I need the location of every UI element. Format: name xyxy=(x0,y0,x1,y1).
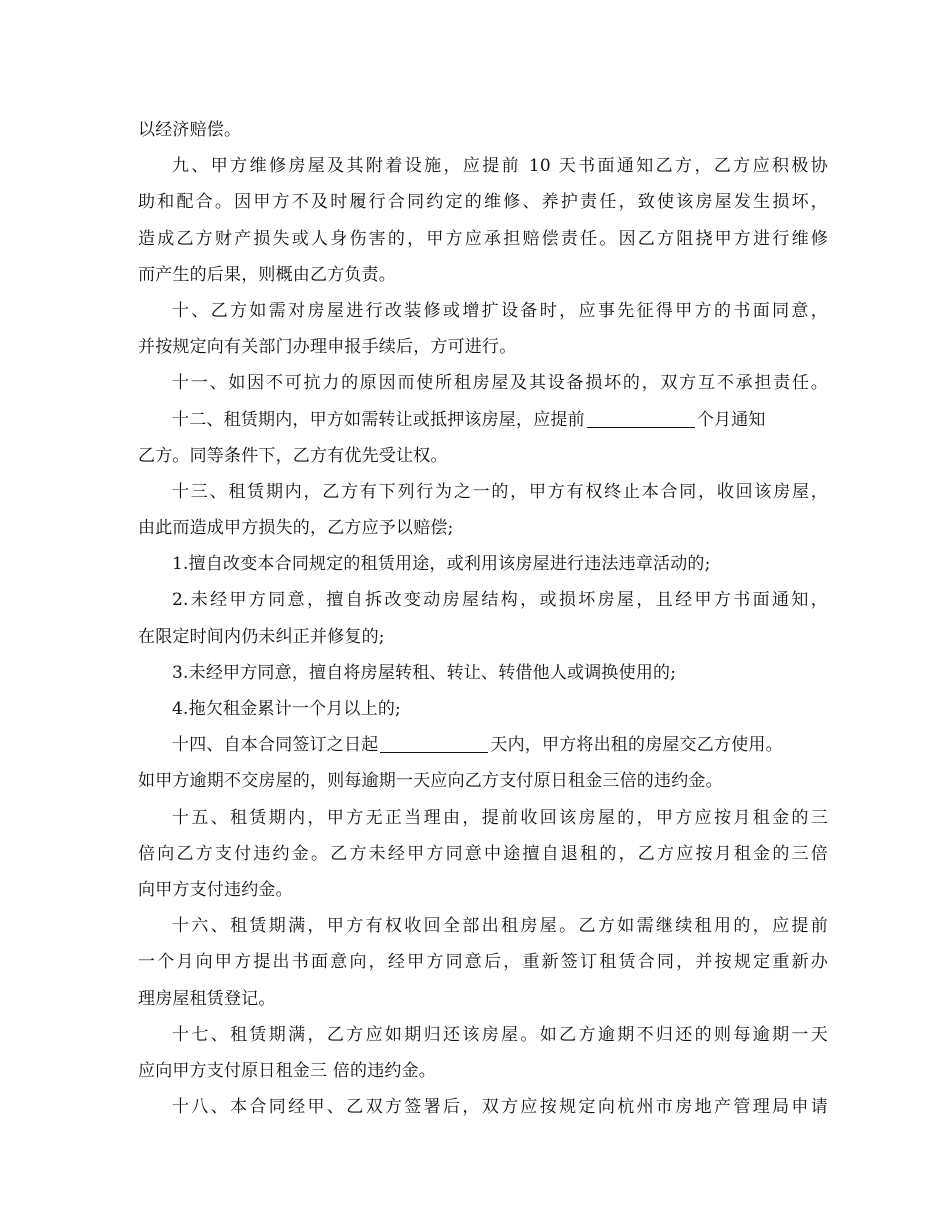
clause-11-line: 十一、如因不可抗力的原因而使所租房屋及其设备损坏的，双方互不承担责任。 xyxy=(172,373,828,394)
text-line: 由此而造成甲方损失的，乙方应予以赔偿; xyxy=(138,518,454,539)
text-line: 倍向乙方支付违约金。乙方未经甲方同意中途擅自退租的，乙方应按月租金的三倍 xyxy=(138,843,828,864)
clause-18-line: 十八、本合同经甲、乙双方签署后，双方应按规定向杭州市房地产管理局申请 xyxy=(172,1097,828,1118)
fill-in-blank[interactable] xyxy=(587,407,695,428)
text-segment: 个月通知 xyxy=(696,409,766,430)
fill-in-blank[interactable] xyxy=(380,732,488,753)
text-line: 并按规定向有关部门办理申报手续后，方可进行。 xyxy=(138,337,517,358)
text-segment: 十四、自本合同签订之日起 xyxy=(172,735,379,756)
text-line: 在限定时间内仍未纠正并修复的; xyxy=(138,626,385,647)
document-body xyxy=(138,112,828,1125)
clause-15-line: 十五、租赁期内，甲方无正当理由，提前收回该房屋的，甲方应按月租金的三 xyxy=(172,807,828,828)
text-segment: 天内，甲方将出租的房屋交乙方使用。 xyxy=(490,735,783,756)
text-line: 而产生的后果，则概由乙方负责。 xyxy=(138,264,396,285)
clause-14-line xyxy=(138,727,828,763)
text-line: 应向甲方支付原日租金三 倍的违约金。 xyxy=(138,1060,437,1081)
list-item: 3.未经甲方同意，擅自将房屋转租、转让、转借他人或调换使用的; xyxy=(172,662,677,683)
list-item: 1.擅自改变本合同规定的租赁用途，或利用该房屋进行违法违章活动的; xyxy=(172,554,711,575)
text-line: 助和配合。因甲方不及时履行合同约定的维修、养护责任，致使该房屋发生损坏， xyxy=(138,192,828,213)
list-item: 4.拖欠租金累计一个月以上的; xyxy=(172,699,401,719)
clause-17-line: 十七、租赁期满，乙方应如期归还该房屋。如乙方逾期不归还的则每逾期一天 xyxy=(172,1024,828,1045)
text-line: 乙方。同等条件下，乙方有优先受让权。 xyxy=(138,445,448,466)
text-line: 以经济赔偿。 xyxy=(138,120,242,140)
text-line: 如甲方逾期不交房屋的，则每逾期一天应向乙方支付原日租金三倍的违约金。 xyxy=(138,771,723,792)
clause-9-line: 九、甲方维修房屋及其附着设施，应提前 10 天书面通知乙方，乙方应积极协 xyxy=(172,156,828,177)
text-line: 理房屋租赁登记。 xyxy=(138,988,276,1009)
clause-10-line: 十、乙方如需对房屋进行改装修或增扩设备时，应事先征得甲方的书面同意， xyxy=(172,300,828,321)
clause-13-line: 十三、租赁期内，乙方有下列行为之一的，甲方有权终止本合同，收回该房屋， xyxy=(172,481,828,502)
clause-12-line xyxy=(138,402,828,438)
text-line: 造成乙方财产损失或人身伤害的，甲方应承担赔偿责任。因乙方阻挠甲方进行维修 xyxy=(138,228,828,249)
clause-16-line: 十六、租赁期满，甲方有权收回全部出租房屋。乙方如需继续租用的，应提前 xyxy=(172,916,828,937)
text-line: 向甲方支付违约金。 xyxy=(138,879,293,900)
list-item: 2.未经甲方同意，擅自拆改变动房屋结构，或损坏房屋，且经甲方书面通知， xyxy=(172,590,828,611)
text-line: 一个月向甲方提出书面意向，经甲方同意后，重新签订租赁合同，并按规定重新办 xyxy=(138,952,828,973)
text-segment: 十二、租赁期内，甲方如需转让或抵押该房屋，应提前 xyxy=(172,409,585,430)
